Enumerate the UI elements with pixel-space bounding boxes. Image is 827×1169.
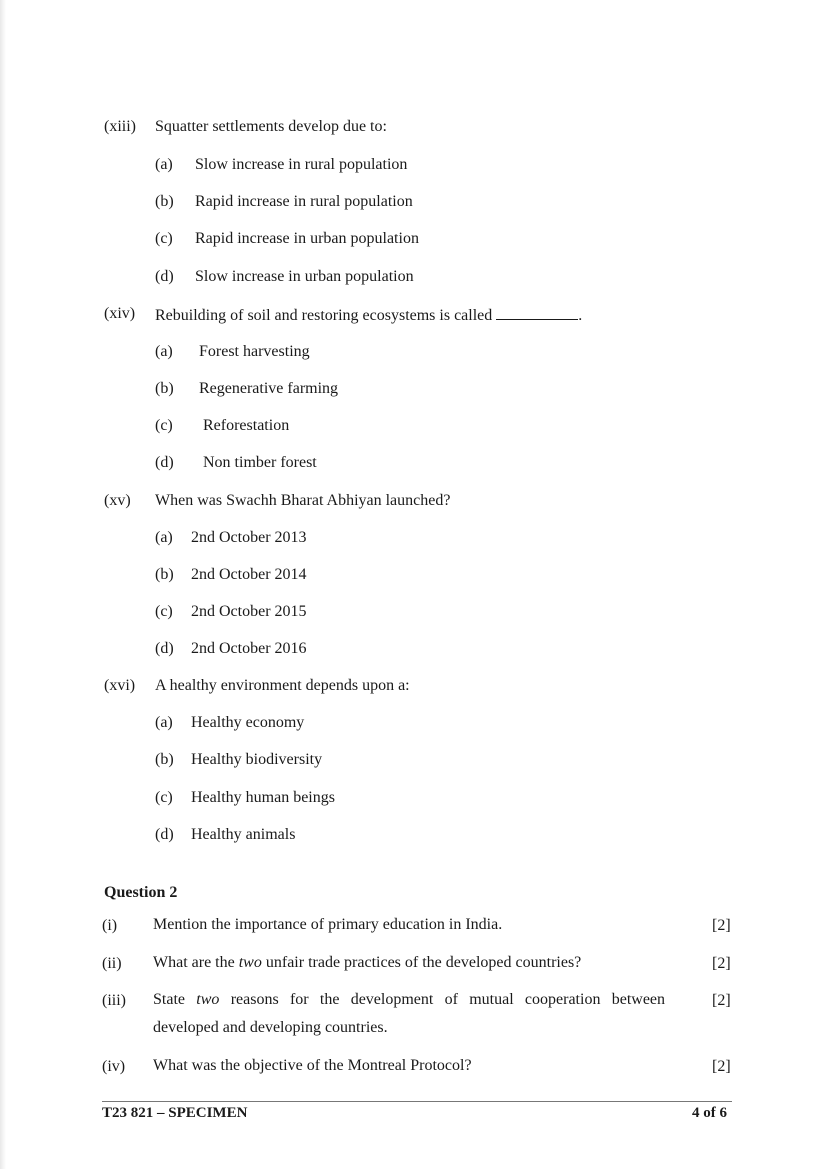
page-number: 4 of 6: [692, 1105, 727, 1121]
option-letter: (d): [155, 826, 174, 843]
footer-divider: [102, 1101, 732, 1102]
question-text-main: Rebuilding of soil and restoring ecosystems is called: [155, 307, 493, 324]
question-number: (xiii): [104, 118, 136, 135]
marks-label: [2]: [712, 992, 731, 1009]
marks-label: [2]: [712, 917, 731, 934]
option-letter: (a): [155, 156, 173, 173]
paper-code: T23 821 – SPECIMEN: [102, 1105, 248, 1121]
option-letter: (b): [155, 566, 174, 583]
option-letter: (b): [155, 751, 174, 768]
option-text: Slow increase in rural population: [195, 156, 408, 173]
question-number: (ii): [102, 955, 122, 972]
option-letter: (b): [155, 380, 174, 397]
option-text: 2nd October 2014: [191, 566, 307, 583]
option-letter: (d): [155, 268, 174, 285]
question-number: (xvi): [104, 677, 136, 694]
option-text: 2nd October 2013: [191, 529, 307, 546]
option-letter: (d): [155, 640, 174, 657]
scan-edge: [0, 0, 6, 1169]
option-letter: (c): [155, 789, 173, 806]
question-text-part: reasons for the development of mutual cooperation between developed and developing countries.: [153, 991, 666, 1036]
option-text: Rapid increase in urban population: [195, 230, 419, 247]
question-text: What was the objective of the Montreal Protocol?: [153, 1057, 472, 1074]
option-text: 2nd October 2016: [191, 640, 307, 657]
marks-label: [2]: [712, 955, 731, 972]
option-letter: (d): [155, 454, 174, 471]
option-text: Regenerative farming: [199, 380, 339, 397]
question-text-part: What are the: [153, 954, 235, 971]
option-letter: (c): [155, 417, 173, 434]
question-text: [153, 949, 665, 977]
option-text: Reforestation: [203, 417, 290, 434]
option-letter: (a): [155, 529, 173, 546]
option-letter: (c): [155, 603, 173, 620]
section-title: Question 2: [104, 884, 178, 901]
question-text: Squatter settlements develop due to:: [155, 118, 387, 135]
question-text-end: .: [578, 307, 583, 324]
question-text-part: unfair trade practices of the developed countries?: [265, 954, 582, 971]
option-letter: (c): [155, 230, 173, 247]
option-letter: (a): [155, 714, 173, 731]
option-text: Healthy economy: [191, 714, 305, 731]
option-text: 2nd October 2015: [191, 603, 307, 620]
question-number: (xv): [104, 492, 131, 509]
emphasis-text: two: [196, 991, 220, 1008]
question-number: (xiv): [104, 305, 136, 322]
option-text: Slow increase in urban population: [195, 268, 414, 285]
option-letter: (b): [155, 193, 174, 210]
question-text: Mention the importance of primary education in India.: [153, 916, 503, 933]
question-text-part: State: [153, 991, 185, 1008]
option-text: Healthy biodiversity: [191, 751, 323, 768]
question-number: (iv): [102, 1058, 126, 1075]
question-text: [155, 305, 582, 325]
question-text: When was Swachh Bharat Abhiyan launched?: [155, 492, 451, 509]
question-number: (iii): [102, 992, 126, 1009]
option-text: Forest harvesting: [199, 343, 310, 360]
option-text: Rapid increase in rural population: [195, 193, 413, 210]
fill-blank: [496, 305, 578, 320]
question-number: (i): [102, 917, 118, 934]
question-text: [153, 986, 665, 1042]
option-letter: (a): [155, 343, 173, 360]
marks-label: [2]: [712, 1058, 731, 1075]
emphasis-text: two: [238, 954, 262, 971]
option-text: Healthy human beings: [191, 789, 335, 806]
option-text: Non timber forest: [203, 454, 317, 471]
question-text: A healthy environment depends upon a:: [155, 677, 410, 694]
option-text: Healthy animals: [191, 826, 296, 843]
